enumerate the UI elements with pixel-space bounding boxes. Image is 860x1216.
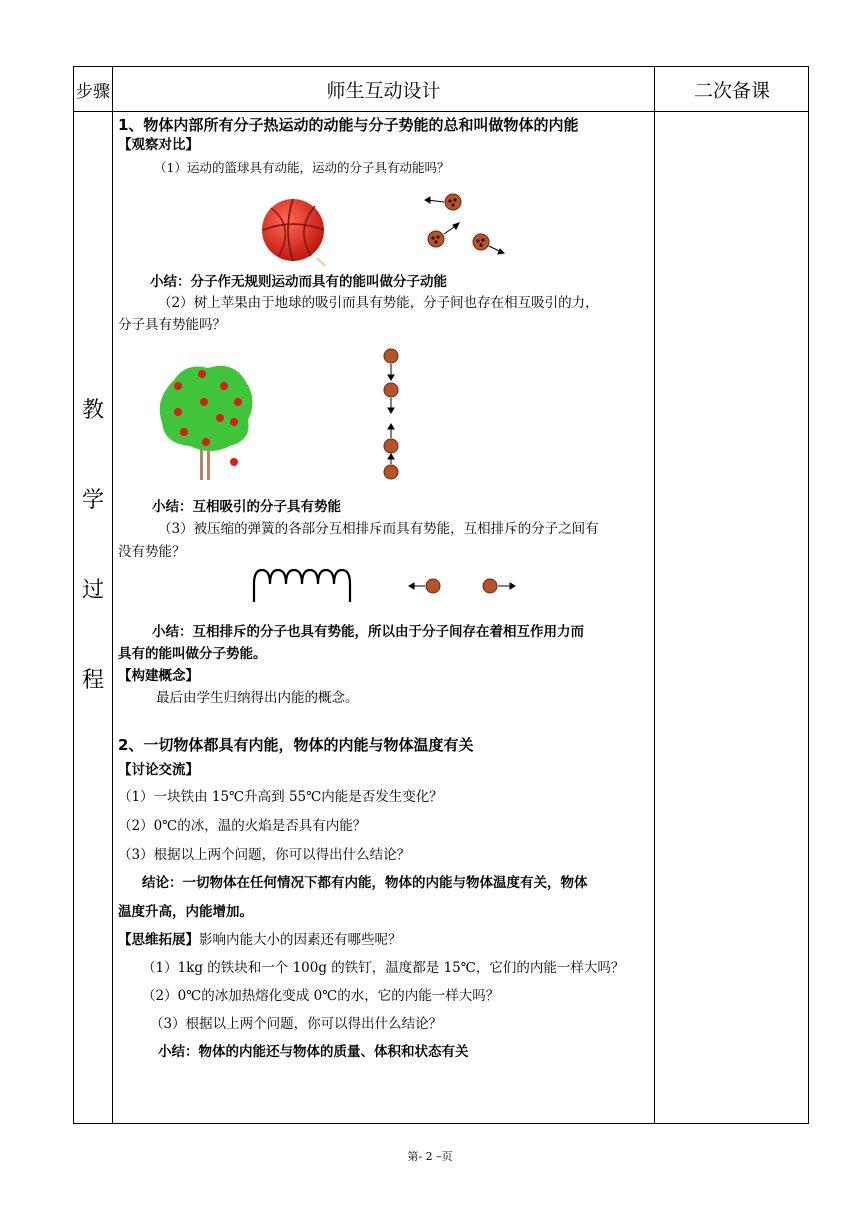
repelling-molecules-icon <box>408 574 520 598</box>
observe-heading: 【观察对比】 <box>118 137 199 153</box>
side-label-char-2: 学 <box>81 488 104 513</box>
header-divider <box>74 111 808 112</box>
summary-3-line-1: 小结：互相排斥的分子也具有势能，所以由于分子间存在着相互作用力而 <box>152 624 584 640</box>
question-3-line-1: （3）被压缩的弹簧的各部分互相排斥而具有势能，互相排斥的分子之间有 <box>158 521 599 537</box>
expand-line <box>118 931 402 949</box>
side-label-char-3: 过 <box>81 578 104 603</box>
moving-molecules-icon <box>423 190 513 260</box>
expand-question-3: （3）根据以上两个问题，你可以得出什么结论？ <box>150 1016 443 1032</box>
conclusion-line-2: 温度升高，内能增加。 <box>118 904 253 920</box>
side-label-char-4: 程 <box>81 668 104 693</box>
expand-heading: 【思维拓展】 <box>118 932 199 948</box>
summary-4: 小结：物体的内能还与物体的质量、体积和状态有关 <box>158 1044 469 1060</box>
compressed-spring-icon <box>252 564 358 604</box>
side-label-char-1: 教 <box>81 398 104 423</box>
summary-2: 小结：互相吸引的分子具有势能 <box>152 499 341 515</box>
attracting-molecules-icon <box>378 348 404 482</box>
page-number: 第- 2 –页 <box>407 1150 453 1163</box>
apple-tree-icon <box>156 360 256 480</box>
build-concept-text: 最后由学生归纳得出内能的概念。 <box>156 690 359 706</box>
column-divider-2 <box>654 67 655 1123</box>
section-2-title: 2、一切物体都具有内能，物体的内能与物体温度有关 <box>118 736 474 754</box>
question-3-line-2: 没有势能？ <box>118 544 186 560</box>
expand-question-1: （1）1kg 的铁块和一个 100g 的铁钉，温度都是 15℃，它们的内能一样大吗？ <box>142 960 625 976</box>
discuss-question-1: （1）一块铁由 15℃升高到 55℃内能是否发生变化？ <box>118 789 443 805</box>
discuss-question-2: （2）0℃的冰，温的火焰是否具有内能？ <box>118 818 367 834</box>
question-2-line-1: （2）树上苹果由于地球的吸引而具有势能，分子间也存在相互吸引的力， <box>158 295 599 311</box>
column-divider-1 <box>112 67 113 1123</box>
header-design: 师生互动设计 <box>326 79 441 102</box>
question-2-line-2: 分子具有势能吗？ <box>118 317 226 333</box>
build-concept-heading: 【构建概念】 <box>118 668 199 684</box>
question-1: （1）运动的篮球具有动能，运动的分子具有动能吗？ <box>154 160 450 175</box>
header-prep: 二次备课 <box>693 79 770 102</box>
section-1-title: 1、物体内部所有分子热运动的动能与分子势能的总和叫做物体的内能 <box>118 116 579 134</box>
expand-text: 影响内能大小的因素还有哪些呢？ <box>199 932 402 948</box>
header-step: 步骤 <box>76 81 110 102</box>
discuss-heading: 【讨论交流】 <box>118 762 199 778</box>
basketball-icon <box>261 196 331 268</box>
conclusion-line-1: 结论：一切物体在任何情况下都有内能，物体的内能与物体温度有关，物体 <box>142 875 588 891</box>
summary-1: 小结：分子作无规则运动而具有的能叫做分子动能 <box>150 274 447 290</box>
expand-question-2: （2）0℃的冰加热熔化变成 0℃的水，它的内能一样大吗？ <box>142 988 500 1004</box>
summary-3-line-2: 具有的能叫做分子势能。 <box>118 646 267 662</box>
discuss-question-3: （3）根据以上两个问题，你可以得出什么结论？ <box>118 847 411 863</box>
